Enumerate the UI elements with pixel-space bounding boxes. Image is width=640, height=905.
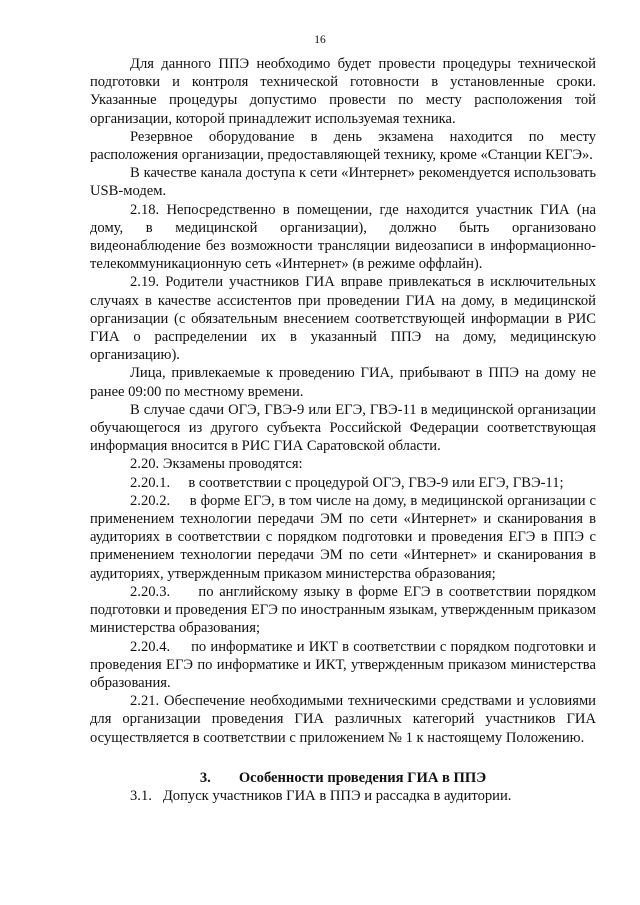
paragraph-2-20: 2.20. Экзамены проводятся: [130, 456, 303, 473]
paragraph: В качестве канала доступа к сети «Интернет» рекомендуется использовать USB-модем. [90, 165, 596, 200]
paragraph: Лица, привлекаемые к проведению ГИА, прибывают в ППЭ на дому не ранее 09:00 по местному времени. [90, 365, 596, 400]
paragraph-2-20-1: 2.20.1. в соответствии с процедурой ОГЭ, ГВЭ-9 или ЕГЭ, ГВЭ-11; [130, 474, 564, 491]
section-number: 3. [199, 769, 211, 786]
section-title: Особенности проведения ГИА в ППЭ [238, 769, 487, 786]
paragraph-2-19: 2.19. Родители участников ГИА вправе привлекаться в исключительных случаях в качестве ассистентов при проведении ГИА на дому, в медицинской организации (с обязательным внесением соответствующей информации в РИС ГИА о распределении их в указанный ППЭ на дому, медицинскую организацию). [90, 274, 596, 364]
paragraph-3-1: 3.1. Допуск участников ГИА в ППЭ и рассадка в аудитории. [130, 787, 512, 804]
paragraph-2-20-2: 2.20.2. в форме ЕГЭ, в том числе на дому, в медицинской организации с применением технологии передачи ЭМ по сети «Интернет» и сканирования в аудиториях в соответствии с порядком подготовки и проведения ЕГЭ в ППЭ с применением технологии передачи ЭМ по сети «Интернет» и сканирования в аудиториях, утвержденным приказом министерства образования; [90, 492, 600, 582]
paragraph: Для данного ППЭ необходимо будет провести процедуры технической подготовки и контроля технической готовности в установленные сроки. Указанные процедуры допустимо провести по месту расположения той организации, которой принадлежит используемая техника. [90, 56, 596, 127]
paragraph: Резервное оборудование в день экзамена находится по месту расположения организации, предоставляющей технику, кроме «Станции КЕГЭ». [90, 128, 596, 164]
paragraph-2-21: 2.21. Обеспечение необходимыми техническими средствами и условиями для организации проведения ГИА различных категорий участников ГИА осуществляется в соответствии с приложением № 1 к настоящему Положению. [90, 693, 596, 746]
paragraph-2-18: 2.18. Непосредственно в помещении, где находится участник ГИА (на дому, в медицинской организации), должно быть организовано видеонаблюдение без возможности трансляции видеозаписи в информационно-телекоммуникационную сеть «Интернет» (в режиме оффлайн). [90, 201, 596, 273]
paragraph-2-20-3: 2.20.3. по английскому языку в форме ЕГЭ в соответствии порядком подготовки и проведения ЕГЭ по иностранным языкам, утвержденным приказом министерства образования; [90, 583, 600, 637]
paragraph-2-20-4: 2.20.4. по информатике и ИКТ в соответствии с порядком подготовки и проведения ЕГЭ по информатике и ИКТ, утвержденным приказом министерства образования. [90, 638, 600, 691]
document-body [90, 55, 600, 805]
paragraph: В случае сдачи ОГЭ, ГВЭ-9 или ЕГЭ, ГВЭ-11 в медицинской организации обучающегося из другого субъекта Российской Федерации соответствующая информация вносится в РИС ГИА Саратовской области. [90, 401, 596, 455]
page-number: 16 [314, 34, 326, 46]
section-heading [90, 769, 596, 787]
